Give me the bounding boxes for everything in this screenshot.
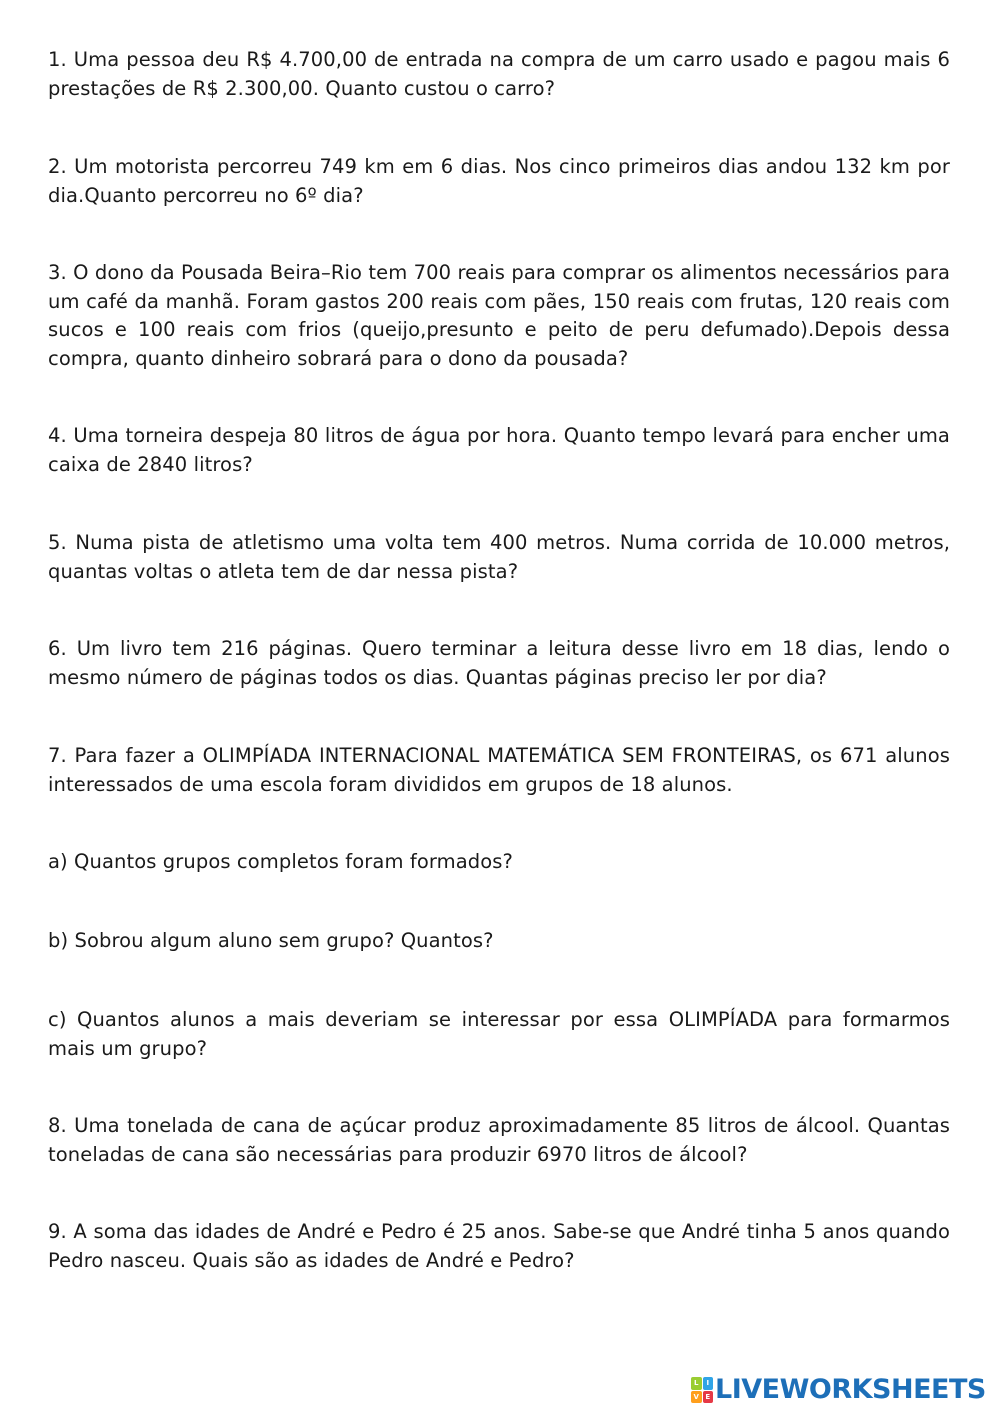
question-4: 4. Uma torneira despeja 80 litros de água por hora. Quanto tempo levará para encher uma caixa de 2840 litros? xyxy=(48,424,950,476)
logo-mark-v: V xyxy=(691,1391,702,1404)
logo-mark-i: I xyxy=(703,1377,714,1390)
question-7c: c) Quantos alunos a mais deveriam se interessar por essa OLIMPÍADA para formarmos mais um grupo? xyxy=(48,1008,950,1060)
question-3: 3. O dono da Pousada Beira–Rio tem 700 reais para comprar os alimentos necessários para um café da manhã. Foram gastos 200 reais com pães, 150 reais com frutas, 120 reais com sucos e 100 reais com frios (queijo,presunto e peito de peru defumado).Depois dessa compra, quanto dinheiro sobrará para o dono da pousada? xyxy=(48,261,950,370)
question-8: 8. Uma tonelada de cana de açúcar produz aproximadamente 85 litros de álcool. Quantas toneladas de cana são necessárias para produzir 6970 litros de álcool? xyxy=(48,1114,950,1166)
question-7: 7. Para fazer a OLIMPÍADA INTERNACIONAL MATEMÁTICA SEM FRONTEIRAS, os 671 alunos interessados de uma escola foram divididos em grupos de 18 alunos. xyxy=(48,744,950,796)
liveworksheets-logo xyxy=(691,1375,986,1405)
question-6: 6. Um livro tem 216 páginas. Quero terminar a leitura desse livro em 18 dias, lendo o mesmo número de páginas todos os dias. Quantas páginas preciso ler por dia? xyxy=(48,637,950,689)
liveworksheets-logo-icon xyxy=(691,1377,713,1403)
logo-mark-l: L xyxy=(691,1377,702,1390)
question-5: 5. Numa pista de atletismo uma volta tem 400 metros. Numa corrida de 10.000 metros, quantas voltas o atleta tem de dar nessa pista? xyxy=(48,531,950,583)
question-1: 1. Uma pessoa deu R$ 4.700,00 de entrada na compra de um carro usado e pagou mais 6 prestações de R$ 2.300,00. Quanto custou o carro? xyxy=(48,48,950,100)
question-9: 9. A soma das idades de André e Pedro é 25 anos. Sabe-se que André tinha 5 anos quando Pedro nasceu. Quais são as idades de André e Pedro? xyxy=(48,1220,950,1272)
logo-text: LIVEWORKSHEETS xyxy=(715,1374,986,1405)
question-2: 2. Um motorista percorreu 749 km em 6 dias. Nos cinco primeiros dias andou 132 km por dia.Quanto percorreu no 6º dia? xyxy=(48,155,950,207)
logo-mark-e: E xyxy=(703,1391,714,1404)
question-7b: b) Sobrou algum aluno sem grupo? Quantos? xyxy=(48,929,494,952)
question-7a: a) Quantos grupos completos foram formados? xyxy=(48,850,513,873)
